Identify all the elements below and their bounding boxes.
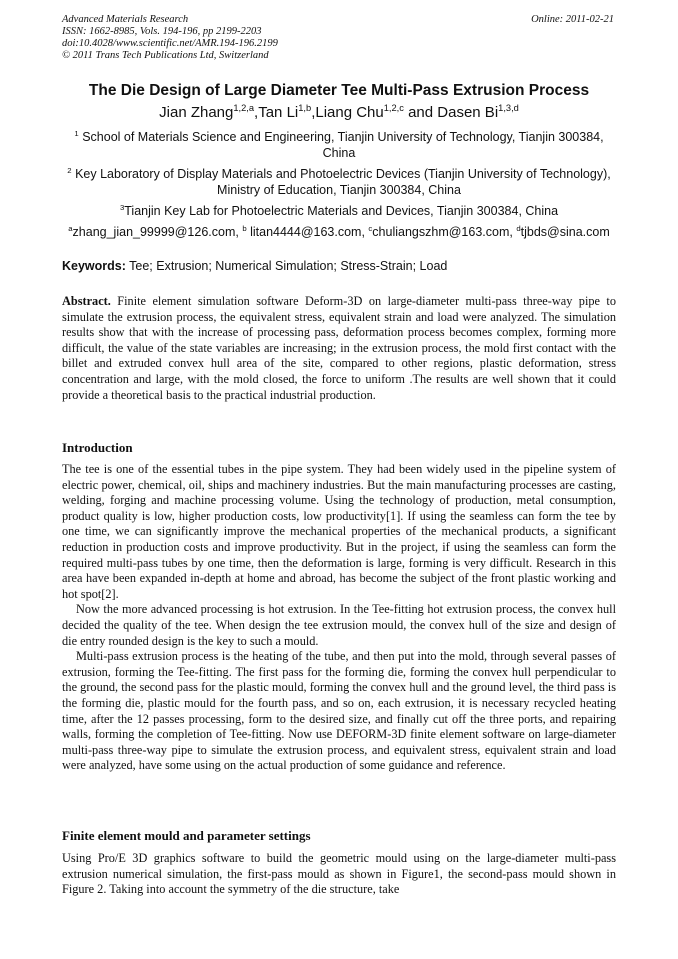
intro-paragraph: Multi-pass extrusion process is the heating of the tube, and then put into the mold, through several passes of extrusion, forming the Tee-fitting. The first pass for the forming die, forming the convex hull perpendicular to the ground, the second pass for the plastic mould, forming the convex hull and the ground level, the third pass is the forming die, plastic mould for the fourth pass, and so on, each extrusion, it is necessary recycled heating time, after the 12 passes processing, form to the desired size, and finally cut off the three ports, and repairing walls, forming the completion of Tee-fitting. Now use DEFORM-3D finite element software on large-diameter multi-pass three-way pipe to simulate the extrusion process, and equivalent stress, equivalent strain and load were analyzed, have some using on the actual production of some guidance and reference. [62,649,616,773]
affiliation-2 [62,166,616,198]
author-separator: and [403,104,438,121]
affiliation-text: Tianjin Key Lab for Photoelectric Materials and Devices, Tianjin 300384, China [124,204,559,218]
issn-line: ISSN: 1662-8985, Vols. 194-196, pp 2199-2203 [62,26,262,37]
affiliation-text: Key Laboratory of Display Materials and Photoelectric Devices (Tianjin University of Technology), Ministry of Education, Tianjin 300384, China [75,167,611,197]
keywords-text: Tee; Extrusion; Numerical Simulation; Stress-Strain; Load [125,259,448,273]
abstract [62,294,616,403]
email-sup: c [368,223,373,233]
email-sup: a [68,223,73,233]
doi-line: doi:10.4028/www.scientific.net/AMR.194-196.2199 [62,38,278,49]
online-date: Online: 2011-02-21 [531,14,614,25]
affiliation-sup: 1 [74,128,79,138]
email-address: litan4444@163.com, [246,225,369,239]
intro-paragraph: Now the more advanced processing is hot extrusion. In the Tee-fitting hot extrusion process, the convex hull decided the quality of the tee. When design the tee extrusion mould, the convex hull of the size and design of die entry rounded design is the key to such a mould. [62,602,616,648]
email-address: tjbds@sina.com [520,225,610,239]
keywords-label: Keywords: [62,259,126,273]
email-sup: d [516,223,521,233]
abstract-text: Finite element simulation software Deform-3D on large-diameter multi-pass three-way pipe to simulate the extrusion process, the equivalent stress, equivalent strain and load were analyzed. The simulation results show that with the increase of processing pass, deformation process becomes complex, forming more difficult, the value of the state variables are increasing; in the extrusion process, the mold first contact with the billet and extruded convex hull area of the site, compared to other regions, plastic deformation, stress concentration and large, with the mold closed, the force to uniform .The results are well shown that it could provide a theoretical basis to the practical industrial production. [62,294,616,402]
journal-name: Advanced Materials Research [62,14,189,25]
email-sup: b [242,223,247,233]
copyright-line: © 2011 Trans Tech Publications Ltd, Switzerland [62,50,269,61]
author-name: Tan Li [258,104,299,121]
abstract-label: Abstract. [62,294,111,308]
intro-paragraph: The tee is one of the essential tubes in the pipe system. They had been widely used in the pipeline system of electric power, chemical, oil, ships and machinery industries. But the main manufacturing processes are casting, welding, forging and machine processing volume. Using the technology of production, metal consumption, product quality is low, higher production costs, low productivity[1]. If using the seamless can form the tee by one time, we can significantly improve the mechanical properties of the mechanical products, a significant reduction in production costs and improve productivity. But in the project, if using the seamless can form the required multi-pass tubes by one time, then the deformation is large, forming is very difficult. Research in this area have been expanded in-depth at home and abroad, has become the subject of the front plastic working and hot spot[2]. [62,462,616,601]
fem-paragraph: Using Pro/E 3D graphics software to build the geometric mould using on the large-diameter multi-pass extrusion numerical simulation, the first-pass mould as shown in Figure1, the second-pass mould shown in Figure 2. Taking into account the symmetry of the die structure, take [62,851,616,897]
journal-header [62,14,614,62]
author-name: Liang Chu [315,104,384,121]
author-name: Jian Zhang [159,104,234,121]
fem-section-heading: Finite element mould and parameter settings [62,828,311,843]
affiliation-3 [62,203,616,219]
email-address: chuliangszhm@163.com, [372,225,517,239]
fem-section-body [62,851,616,898]
affiliation-1 [62,129,616,161]
author-list [40,104,638,121]
introduction-body [62,462,616,774]
author-name: Dasen Bi [437,104,499,121]
paper-title: The Die Design of Large Diameter Tee Multi-Pass Extrusion Process [88,82,590,99]
email-list [62,224,616,240]
author-affil-sup: 1,3,d [498,103,519,113]
author-affil-sup: 1,2,a [233,103,255,113]
affiliation-sup: 2 [67,165,72,175]
author-separator: , [311,104,316,121]
affiliation-sup: 3 [119,202,125,212]
email-address: zhang_jian_99999@126.com, [72,225,243,239]
keywords [62,259,616,273]
author-affil-sup: 1,b [298,103,312,113]
author-separator: , [254,104,259,121]
author-affil-sup: 1,2,c [383,103,404,113]
affiliation-text: School of Materials Science and Engineering, Tianjin University of Technology, Tianjin 300384, China [82,130,604,160]
introduction-heading: Introduction [62,440,133,455]
